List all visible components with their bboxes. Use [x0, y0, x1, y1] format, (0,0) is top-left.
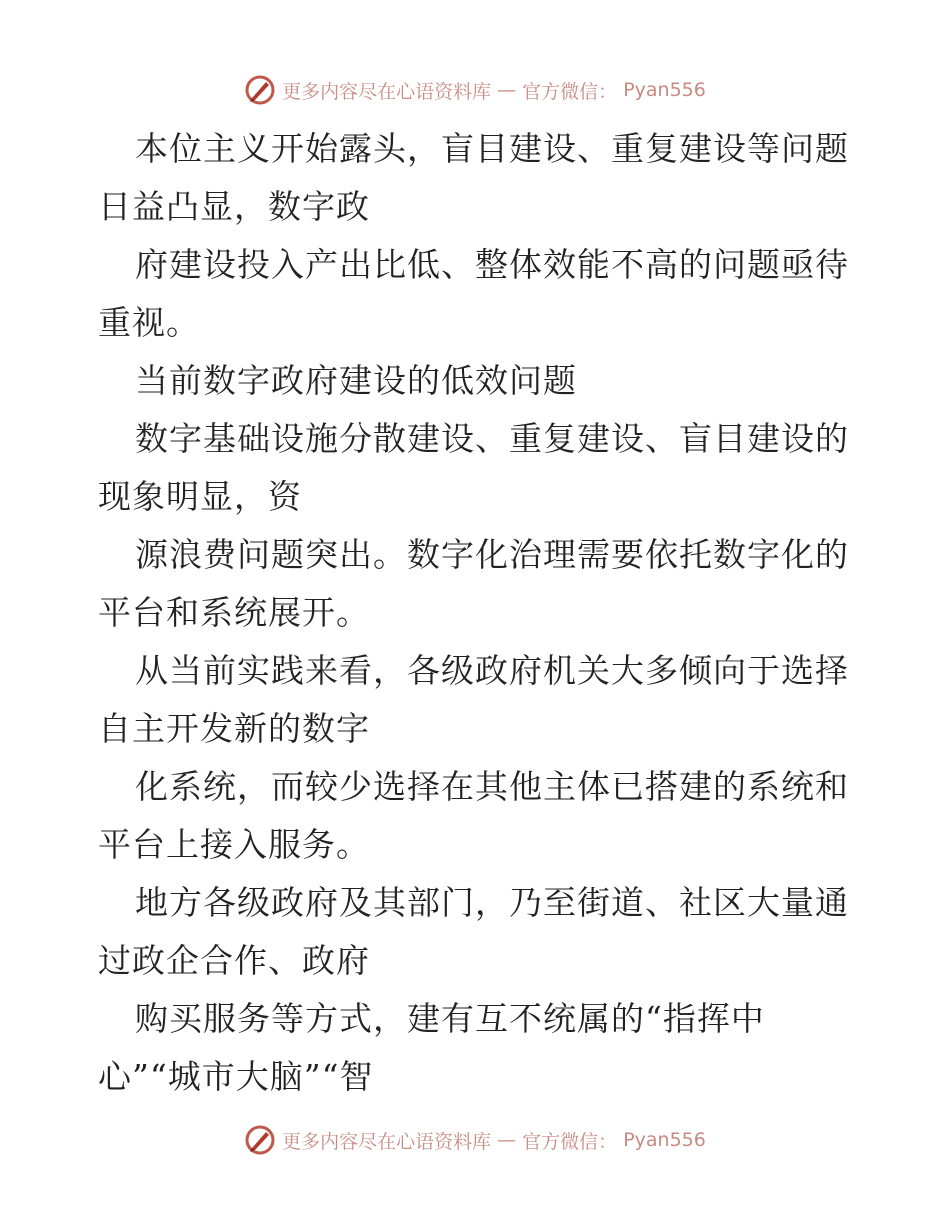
text-line: 现象明显，资 — [98, 477, 302, 516]
header-watermark — [0, 70, 950, 110]
watermark-wechat-id: Pyan556 — [623, 1129, 706, 1151]
text-line: 购买服务等方式，建有互不统属的“指挥中 — [135, 999, 765, 1038]
pen-logo-icon — [244, 74, 276, 106]
text-line: 府建设投入产出比低、整体效能不高的问题亟待 — [135, 245, 849, 284]
text-line: 源浪费问题突出。数字化治理需要依托数字化的 — [135, 535, 849, 574]
watermark-official-label: 官方微信： — [522, 1130, 618, 1153]
watermark-wechat-id: Pyan556 — [623, 79, 706, 101]
text-line: 平台上接入服务。 — [98, 825, 370, 864]
section-heading: 当前数字政府建设的低效问题 — [135, 361, 577, 400]
footer-watermark — [0, 1120, 950, 1160]
document-body — [98, 120, 858, 1106]
pen-logo-icon — [244, 1124, 276, 1156]
watermark-text: 更多内容尽在心语资料库 — [282, 80, 492, 103]
watermark-separator: — — [497, 1129, 517, 1151]
text-line: 从当前实践来看，各级政府机关大多倾向于选择 — [135, 651, 849, 690]
text-line: 平台和系统展开。 — [98, 593, 370, 632]
text-line: 化系统，而较少选择在其他主体已搭建的系统和 — [135, 767, 849, 806]
text-line: 心”“城市大脑”“智 — [98, 1057, 374, 1096]
text-line: 本位主义开始露头，盲目建设、重复建设等问题 — [135, 129, 849, 168]
text-line: 重视。 — [98, 303, 200, 342]
watermark-official-label: 官方微信： — [522, 80, 618, 103]
text-line: 过政企合作、政府 — [98, 941, 370, 980]
text-line: 日益凸显，数字政 — [98, 187, 370, 226]
text-line: 自主开发新的数字 — [98, 709, 370, 748]
watermark-separator: — — [497, 79, 517, 101]
watermark-text: 更多内容尽在心语资料库 — [282, 1130, 492, 1153]
text-line: 数字基础设施分散建设、重复建设、盲目建设的 — [135, 419, 849, 458]
text-line: 地方各级政府及其部门，乃至街道、社区大量通 — [135, 883, 849, 922]
